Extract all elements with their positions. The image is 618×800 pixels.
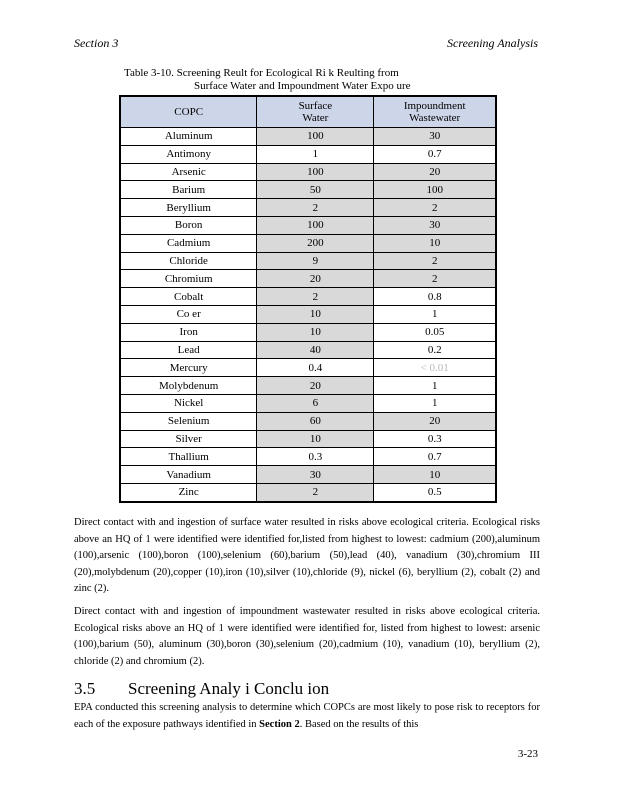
table-row [120,288,496,306]
table-row [120,181,496,199]
table-caption [124,67,469,93]
surface-water-cell: 10 [257,430,374,448]
copc-cell: Lead [120,341,257,359]
copc-cell: Chromium [120,270,257,288]
table-row [120,199,496,217]
table-row [120,163,496,181]
impoundment-cell: 1 [374,305,496,323]
copc-cell: Arsenic [120,163,257,181]
running-header-title: Screening Analysis [447,36,538,50]
column-header-impoundment-wastewater [374,96,496,128]
table-row [120,323,496,341]
surface-water-cell: 20 [257,270,374,288]
impoundment-cell: 1 [374,377,496,395]
impoundment-cell: 2 [374,199,496,217]
screening-results-table [119,95,497,503]
surface-water-cell: 60 [257,412,374,430]
impoundment-cell: 10 [374,234,496,252]
surface-water-cell: 10 [257,323,374,341]
copc-cell: Antimony [120,145,257,163]
table-row [120,270,496,288]
impoundment-cell: 1 [374,394,496,412]
copc-cell: Nickel [120,394,257,412]
table-row [120,341,496,359]
impoundment-cell: 20 [374,412,496,430]
page-number: 3-23 [517,748,538,760]
surface-water-cell: 2 [257,483,374,501]
impoundment-cell: 100 [374,181,496,199]
impoundment-cell: 0.7 [374,448,496,466]
table-header-row [120,96,496,128]
impoundment-cell: 0.8 [374,288,496,306]
copc-cell: Selenium [120,412,257,430]
impoundment-cell: 0.05 [374,323,496,341]
impoundment-cell: < 0.01 [374,359,496,377]
surface-water-cell: 30 [257,466,374,484]
section-title: Screening Analy i Conclu ion [128,679,330,698]
surface-water-cell: 10 [257,305,374,323]
copc-cell: Mercury [120,359,257,377]
impoundment-cell: 2 [374,270,496,288]
copc-cell: Silver [120,430,257,448]
surface-water-cell: 1 [257,145,374,163]
table-caption-line1: Table 3-10. Screening Reult for Ecological Ri k Reulting from [124,67,399,79]
table-row [120,305,496,323]
table-row [120,216,496,234]
surface-water-cell: 2 [257,199,374,217]
copc-cell: Zinc [120,483,257,501]
impoundment-cell: 0.5 [374,483,496,501]
surface-water-cell: 0.4 [257,359,374,377]
table-row [120,448,496,466]
table-row [120,359,496,377]
table-row [120,483,496,501]
table-row [120,377,496,395]
running-header-section: Section 3 [74,36,119,50]
surface-water-cell: 20 [257,377,374,395]
table-row [120,145,496,163]
surface-water-cell: 200 [257,234,374,252]
impoundment-cell: 10 [374,466,496,484]
conclusion-paragraph [74,700,540,733]
copc-cell: Vanadium [120,466,257,484]
table-row [120,466,496,484]
section-heading [74,679,329,699]
table-row [120,234,496,252]
column-header-copc: COPC [120,96,257,128]
impoundment-findings-paragraph: Direct contact with and ingestion of impoundment wastewater resulted in risks above ecological criteria. Ecological risks above an HQ of 1 were identified were identified for, listed from highest to lowest: arsenic (100),barium (50), aluminum (30),boron (30),selenium (20),cadmium (10), vanadium (10), beryllium (2), chloride (2) and chromium (2). [74,606,540,667]
conclusion-text-start: EPA conducted this screening analysis to determine which COPCs are most likely to pose risk to receptors for each of the exposure pathways identified in [74,702,540,730]
impoundment-cell: 2 [374,252,496,270]
surface-water-cell: 6 [257,394,374,412]
copc-cell: Boron [120,216,257,234]
column-header-surface-water [257,96,374,128]
table-row [120,394,496,412]
table-row [120,128,496,146]
impoundment-cell: 20 [374,163,496,181]
surface-water-cell: 0.3 [257,448,374,466]
section-reference: Section 2 [259,718,300,730]
column-header-surface-water-text: Surface Water [298,100,333,124]
impoundment-cell: 30 [374,128,496,146]
surface-water-cell: 100 [257,163,374,181]
copc-cell: Chloride [120,252,257,270]
surface-water-cell: 50 [257,181,374,199]
copc-cell: Beryllium [120,199,257,217]
table-row [120,412,496,430]
copc-cell: Barium [120,181,257,199]
copc-cell: Thallium [120,448,257,466]
copc-cell: Iron [120,323,257,341]
column-header-impoundment-text: Impoundment Wastewater [403,100,466,124]
impoundment-cell: 0.7 [374,145,496,163]
impoundment-cell: 30 [374,216,496,234]
copc-cell: Cobalt [120,288,257,306]
surface-water-cell: 100 [257,216,374,234]
surface-water-cell: 100 [257,128,374,146]
surface-water-cell: 2 [257,288,374,306]
table-row [120,430,496,448]
copc-cell: Cadmium [120,234,257,252]
impoundment-cell: 0.2 [374,341,496,359]
copc-cell: Molybdenum [120,377,257,395]
section-number: 3.5 [74,679,96,698]
copc-cell: Co er [120,305,257,323]
copc-cell: Aluminum [120,128,257,146]
surface-water-cell: 9 [257,252,374,270]
surface-water-findings-paragraph: Direct contact with and ingestion of surface water resulted in risks above ecological criteria. Ecological risks above an HQ of 1 were identified were identified for,listed from highest to lowest: cadmium (200),aluminum (100),arsenic (100),boron (100),selenium (60),barium (50),lead (40), vanadium (30),chromium III (20),molybdenum (20),copper (10),iron (10),silver (10),chloride (9), nickel (6), beryllium (2), cobalt (2) and zinc (2). [74,517,540,594]
conclusion-text-end: . Based on the results of this [299,718,419,730]
impoundment-cell: 0.3 [374,430,496,448]
surface-water-cell: 40 [257,341,374,359]
table-caption-line2: Surface Water and Impoundment Water Expo ure [194,80,411,92]
table-row [120,252,496,270]
